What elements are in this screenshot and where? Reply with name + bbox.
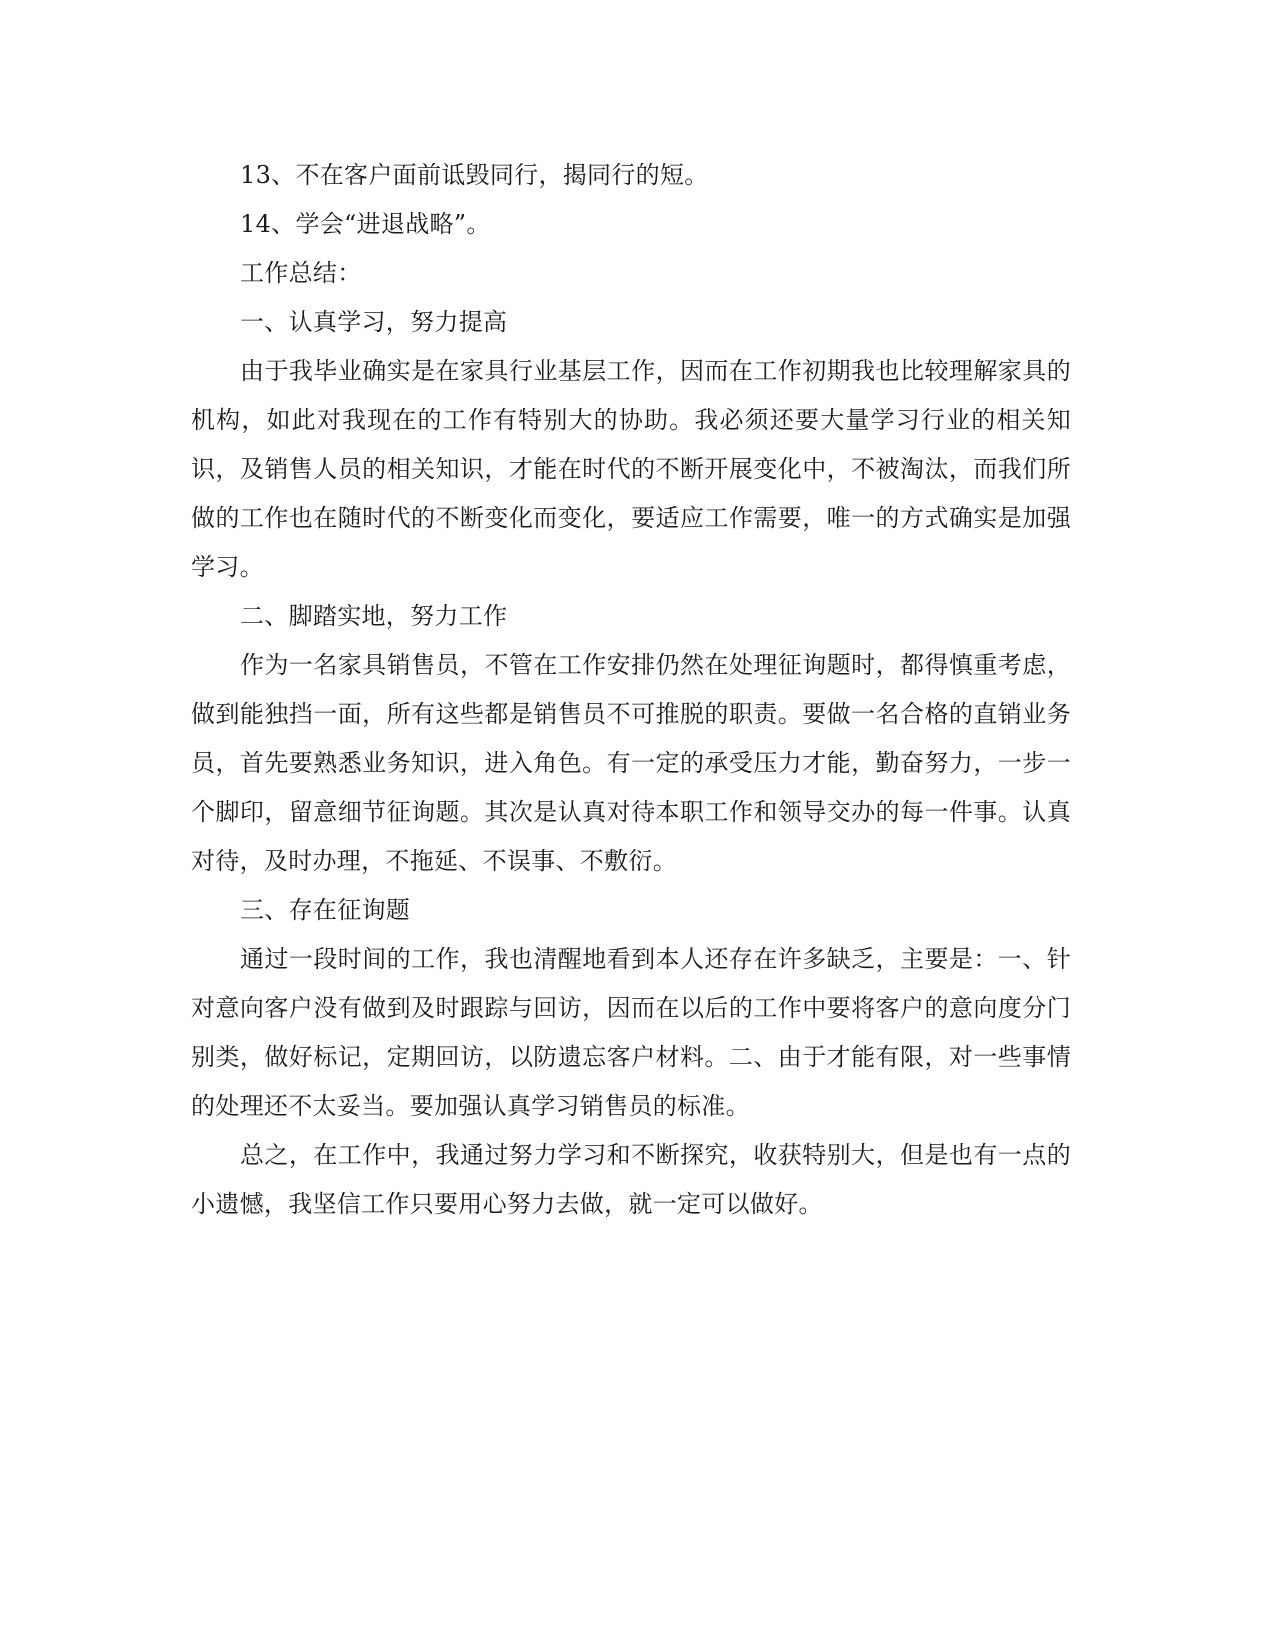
body-paragraph-1: 由于我毕业确实是在家具行业基层工作，因而在工作初期我也比较理解家具的机构，如此对我现在的工作有特别大的协助。我必须还要大量学习行业的相关知识，及销售人员的相关知识，才能在时代的不断开展变化中，不被淘汰，而我们所做的工作也在随时代的不断变化而变化，要适应工作需要，唯一的方式确实是加强学习。: [191, 357, 1071, 581]
section-heading-3: 三、存在征询题: [240, 896, 411, 924]
body-paragraph-3: 通过一段时间的工作，我也清醒地看到本人还存在许多缺乏，主要是：一、针对意向客户没有做到及时跟踪与回访，因而在以后的工作中要将客户的意向度分门别类，做好标记，定期回访，以防遗忘客户材料。二、由于才能有限，对一些事情的处理还不太妥当。要加强认真学习销售员的标准。: [191, 945, 1071, 1120]
body-paragraph-2: 作为一名家具销售员，不管在工作安排仍然在处理征询题时，都得慎重考虑，做到能独挡一面，所有这些都是销售员不可推脱的职责。要做一名合格的直销业务员，首先要熟悉业务知识，进入角色。有一定的承受压力才能，勤奋努力，一步一个脚印，留意细节征询题。其次是认真对待本职工作和领导交办的每一件事。认真对待，及时办理，不拖延、不误事、不敷衍。: [191, 651, 1071, 875]
section-heading-summary: 工作总结：: [240, 259, 362, 287]
section-heading-1: 一、认真学习，努力提高: [240, 308, 508, 336]
list-item-13: 13、不在客户面前诋毁同行，揭同行的短。: [240, 161, 709, 189]
conclusion-paragraph: 总之，在工作中，我通过努力学习和不断探究，收获特别大，但是也有一点的小遗憾，我坚信工作只要用心努力去做，就一定可以做好。: [191, 1141, 1071, 1218]
list-item-14: 14、学会“进退战略”。: [240, 210, 491, 238]
section-heading-2: 二、脚踏实地，努力工作: [240, 602, 508, 630]
document-body: [191, 151, 1071, 1229]
